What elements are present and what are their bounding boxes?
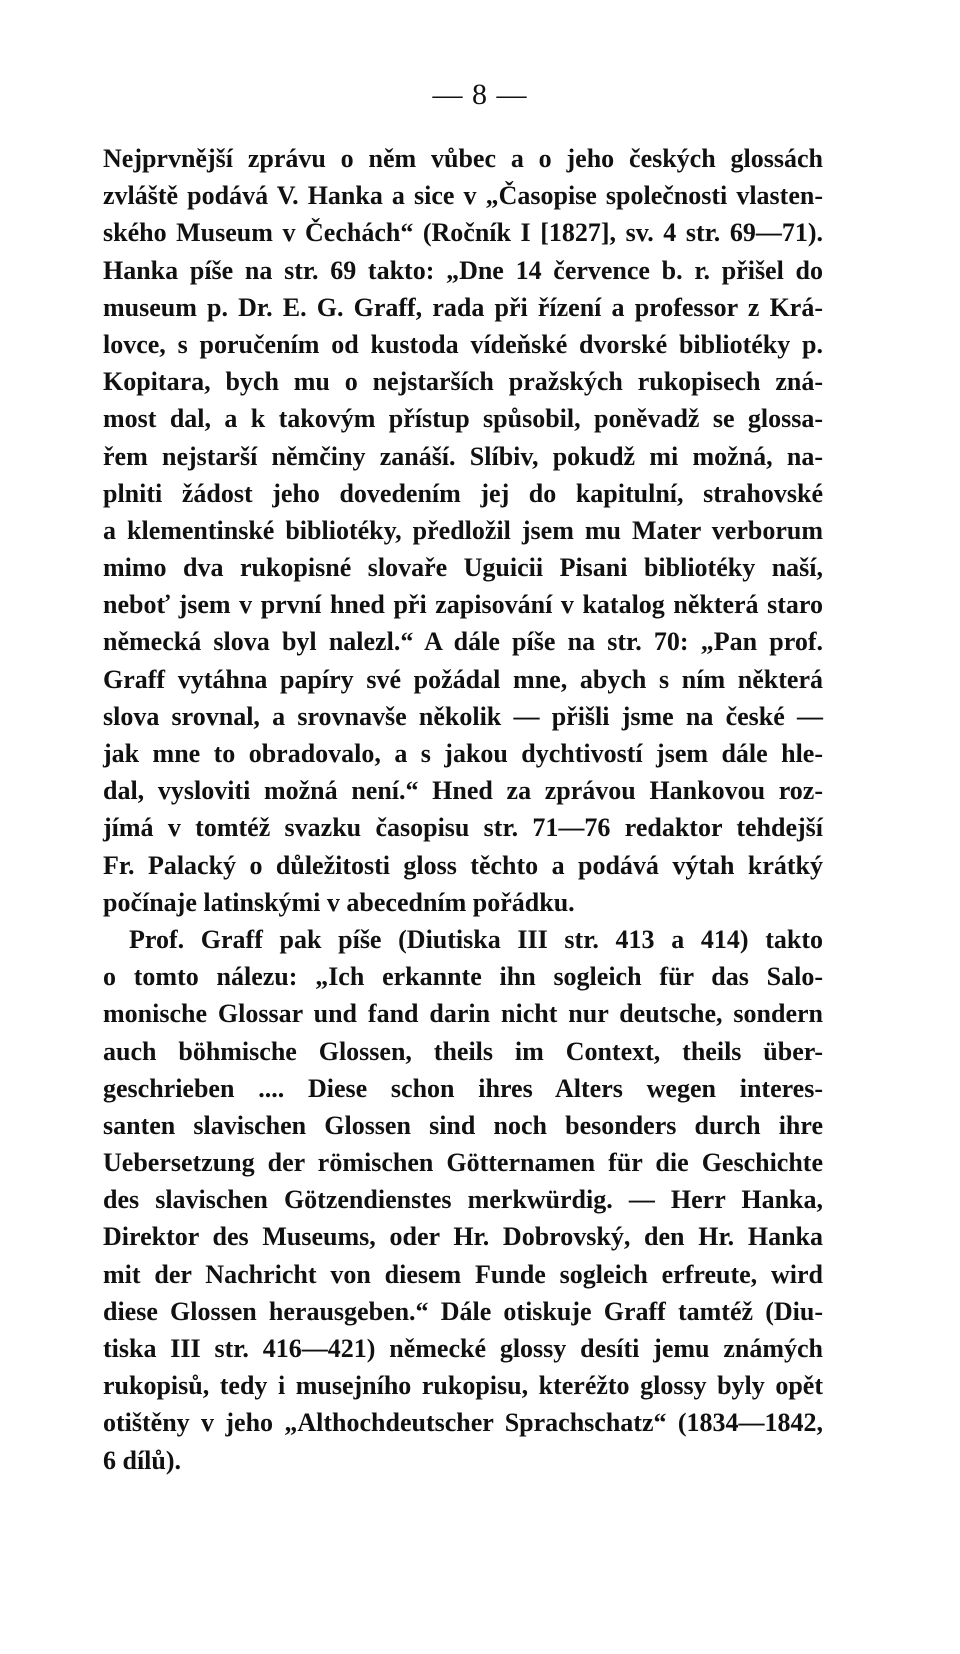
text-line: Fr. Palacký o důležitosti gloss těchto a podává výtah krátký	[103, 850, 823, 880]
text-line: řem nejstarší němčiny zanáší. Slíbiv, pokudž mi možná, na-	[103, 441, 823, 471]
text-line: jímá v tomtéž svazku časopisu str. 71—76 redaktor tehdejší	[103, 813, 823, 843]
text-line: otištěny v jeho „Althochdeutscher Sprachschatz“ (1834—1842,	[103, 1408, 823, 1438]
text-line: ského Museum v Čechách“ (Ročník I [1827], sv. 4 str. 69—71).	[103, 218, 823, 248]
text-line: Nejprvnější zprávu o něm vůbec a o jeho českých glossách	[103, 144, 823, 173]
text-line: Hanka píše na str. 69 takto: „Dne 14 července b. r. přišel do	[103, 255, 823, 285]
text-line: most dal, a k takovým přístup spůsobil, poněvadž se glossa-	[103, 404, 823, 434]
text-line: mit der Nachricht von diesem Funde sogleich erfreute, wird	[103, 1259, 823, 1289]
text-line: auch böhmische Glossen, theils im Context, theils über-	[103, 1036, 823, 1066]
text-line: německá slova byl nalezl.“ A dále píše na str. 70: „Pan prof.	[103, 627, 823, 657]
page-number: — 8 —	[432, 78, 528, 111]
text-line: 6 dílů).	[103, 1445, 182, 1475]
text-line: museum p. Dr. E. G. Graff, rada při řízení a professor z Krá-	[103, 292, 823, 322]
text-line: des slavischen Götzendienstes merkwürdig. — Herr Hanka,	[103, 1185, 823, 1215]
text-line: lovce, s poručením od kustoda vídeňské dvorské bibliotéky p.	[103, 329, 823, 359]
text-line: rukopisů, tedy i musejního rukopisu, kteréžto glossy byly opět	[103, 1371, 823, 1401]
text-line: Prof. Graff pak píše (Diutiska III str. 413 a 414) takto	[129, 924, 823, 954]
text-line: počínaje latinskými v abecedním pořádku.	[103, 887, 575, 917]
text-line: a klementinské bibliotéky, předložil jsem mu Mater verborum	[103, 515, 823, 545]
text-line: o tomto nálezu: „Ich erkannte ihn sogleich für das Salo-	[103, 962, 823, 992]
text-line: diese Glossen herausgeben.“ Dále otiskuje Graff tamtéž (Diu-	[103, 1296, 823, 1326]
text-line: tiska III str. 416—421) německé glossy desíti jemu známých	[103, 1334, 823, 1363]
text-line: Graff vytáhna papíry své požádal mne, abych s ním některá	[103, 664, 823, 694]
text-line: jak mne to obradovalo, a s jakou dychtivostí jsem dále hle-	[103, 739, 823, 768]
text-line: neboť jsem v první hned při zapisování v katalog některá staro	[103, 590, 823, 620]
text-line: Direktor des Museums, oder Hr. Dobrovský, den Hr. Hanka	[103, 1222, 823, 1252]
text-line: monische Glossar und fand darin nicht nur deutsche, sondern	[103, 999, 823, 1029]
text-line: Kopitara, bych mu o nejstarších pražských rukopisech zná-	[103, 367, 823, 397]
text-line: slova srovnal, a srovnavše několik — přišli jsme na české —	[103, 701, 823, 731]
text-line: dal, vysloviti možná není.“ Hned za zprávou Hankovou roz-	[103, 776, 823, 806]
text-line: santen slavischen Glossen sind noch besonders durch ihre	[103, 1110, 823, 1140]
text-line: zvláště podává V. Hanka a sice v „Časopise společnosti vlasten-	[103, 181, 823, 211]
text-line: plniti žádost jeho dovedením jej do kapitulní, strahovské	[103, 478, 823, 508]
body-text	[103, 140, 823, 1479]
text-line: Uebersetzung der römischen Götternamen für die Geschichte	[103, 1148, 823, 1178]
text-line: mimo dva rukopisné slovaře Uguicii Pisani bibliotéky naší,	[103, 553, 823, 583]
text-line: geschrieben .... Diese schon ihres Alters wegen interes-	[103, 1073, 823, 1103]
